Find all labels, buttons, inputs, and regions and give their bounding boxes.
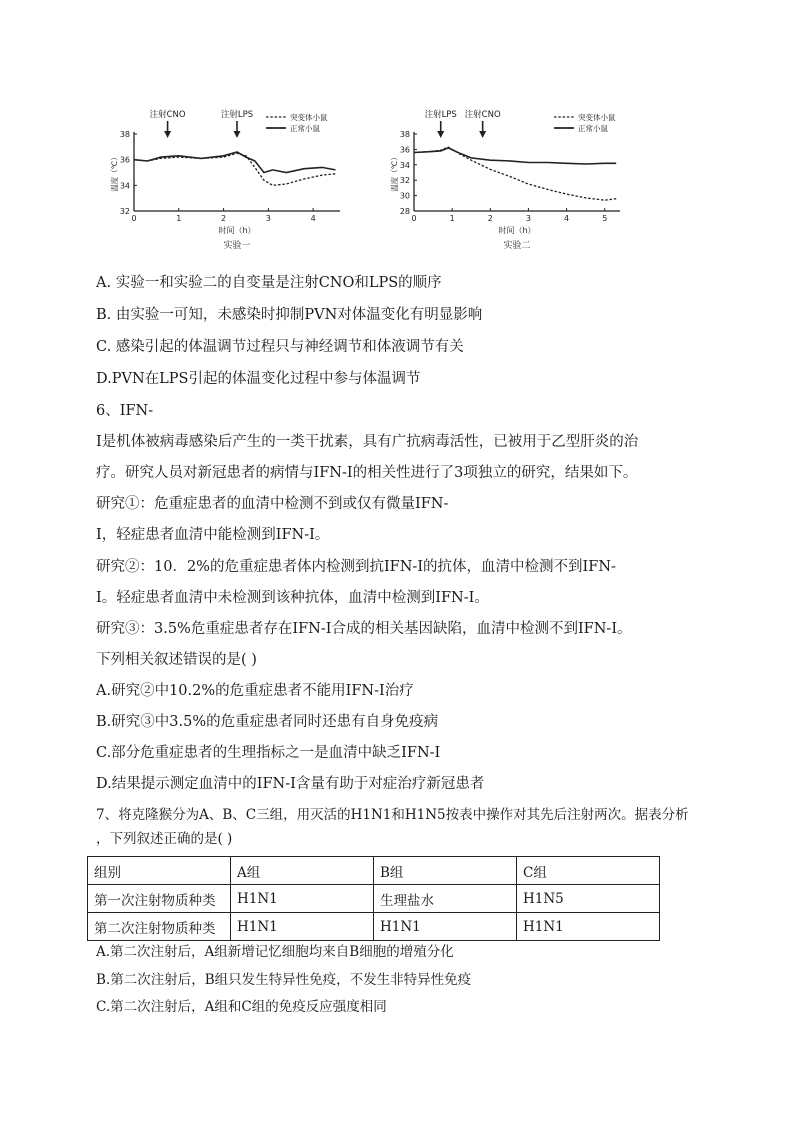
q5-option-c: C. 感染引起的体温调节过程只与神经调节和体液调节有关 [96,339,464,355]
q7-stem-line: 7、将克隆猴分为A、B、C三组，用灭活的H1N1和H1N5按表中操作对其先后注射两次。据表分析 [96,807,689,823]
q6-stem-line: 6、IFN- [96,403,154,419]
q7-option-b: B.第二次注射后，B组只发生特异性免疫，不发生非特异性免疫 [96,972,472,988]
legend-label: 突变体小鼠 [578,113,616,122]
table-cell: H1N1 [517,913,660,941]
y-tick-label: 36 [119,155,130,165]
q6-stem-line: 疗。研究人员对新冠患者的病情与IFN-I的相关性进行了3项独立的研究，结果如下。 [96,465,638,481]
annotation-arrow-head [234,131,241,138]
x-tick-label: 4 [564,214,570,223]
q6-option-c: C.部分危重症患者的生理指标之一是血清中缺乏IFN-I [96,745,441,761]
q6-study-2-cont: I。轻症患者血清中未检测到该种抗体，血清中检测到IFN-I。 [96,590,489,606]
table-cell: H1N5 [517,885,660,913]
series-line [414,147,616,200]
table-cell: 组别 [88,857,231,885]
annotation-label: 注射LPS [220,110,254,120]
y-tick-label: 32 [119,207,130,216]
x-tick-label: 2 [221,214,227,223]
x-tick-label: 5 [602,214,608,223]
annotation-label: 注射CNO [149,110,186,120]
q5-option-d: D.PVN在LPS引起的体温变化过程中参与体温调节 [96,371,421,387]
table-row [88,857,660,885]
table-cell: B组 [374,857,517,885]
table-cell: A组 [231,857,374,885]
q7-stem-line: ，下列叙述正确的是( ) [96,831,233,847]
table-cell: 第二次注射物质种类 [88,913,231,941]
series-line [134,152,336,173]
table-cell: H1N1 [231,913,374,941]
table-row [88,913,660,941]
annotation-label: 注射LPS [424,110,457,120]
x-tick-label: 0 [411,214,417,223]
legend-label: 正常小鼠 [290,124,320,133]
table-cell: 生理盐水 [374,885,517,913]
table-row [88,885,660,913]
q5-option-a: A. 实验一和实验二的自变量是注射CNO和LPS的顺序 [96,275,442,291]
legend-label: 正常小鼠 [578,124,608,133]
q6-study-2: 研究②：10．2%的危重症患者体内检测到抗IFN-I的抗体，血清中检测不到IFN- [96,559,616,575]
y-axis-label: 温度（℃） [390,153,399,192]
x-tick-label: 0 [131,214,137,223]
x-tick-label: 1 [176,214,182,223]
y-axis-label: 温度（℃） [110,153,119,192]
q7-table [87,856,660,941]
y-tick-label: 34 [119,181,130,191]
table-cell: C组 [517,857,660,885]
x-tick-label: 3 [265,214,271,223]
q5-option-b: B. 由实验一可知，未感染时抑制PVN对体温变化有明显影响 [96,307,483,323]
figure-experiments [108,100,648,260]
q6-option-b: B.研究③中3.5%的危重症患者同时还患有自身免疫病 [96,714,439,730]
x-tick-label: 1 [449,214,455,223]
y-tick-label: 38 [399,130,410,139]
table-cell: 第一次注射物质种类 [88,885,231,913]
q6-stem-line: I是机体被病毒感染后产生的一类干扰素，具有广抗病毒活性，已被用于乙型肝炎的治 [96,434,639,450]
y-tick-label: 32 [399,176,410,186]
table-cell: H1N1 [374,913,517,941]
chart-experiment-1 [108,100,368,260]
annotation-arrow-head [164,131,171,138]
annotation-arrow-head [479,131,486,138]
legend-label: 突变体小鼠 [290,113,328,122]
q6-study-1-cont: I，轻症患者血清中能检测到IFN-I。 [96,527,330,543]
q6-option-d: D.结果提示测定血清中的IFN-I含量有助于对症治疗新冠患者 [96,776,485,792]
series-line [414,148,616,164]
chart-title: 实验二 [503,241,531,251]
x-tick-label: 4 [310,214,316,223]
x-tick-label: 3 [525,214,531,223]
q7-option-c: C.第二次注射后，A组和C组的免疫反应强度相同 [96,999,387,1015]
chart-title: 实验一 [223,241,251,251]
q6-study-1: 研究①：危重症患者的血清中检测不到或仅有微量IFN- [96,496,449,512]
x-axis-label: 时间（h） [498,226,536,235]
q6-study-3: 研究③：3.5%危重症患者存在IFN-I合成的相关基因缺陷，血清中检测不到IFN-I。 [96,621,632,637]
y-tick-label: 30 [399,191,410,201]
chart-experiment-2 [378,100,648,260]
y-tick-label: 38 [119,130,130,139]
x-tick-label: 2 [487,214,493,223]
y-tick-label: 34 [399,160,410,170]
table-cell: H1N1 [231,885,374,913]
y-tick-label: 28 [399,207,410,216]
annotation-arrow-head [437,131,444,138]
q6-option-a: A.研究②中10.2%的危重症患者不能用IFN-I治疗 [96,683,414,699]
y-tick-label: 36 [399,145,410,155]
q6-question: 下列相关叙述错误的是( ) [96,652,257,668]
annotation-label: 注射CNO [464,110,501,120]
q7-option-a: A.第二次注射后，A组新增记忆细胞均来自B细胞的增殖分化 [96,944,454,960]
x-axis-label: 时间（h） [218,226,256,235]
